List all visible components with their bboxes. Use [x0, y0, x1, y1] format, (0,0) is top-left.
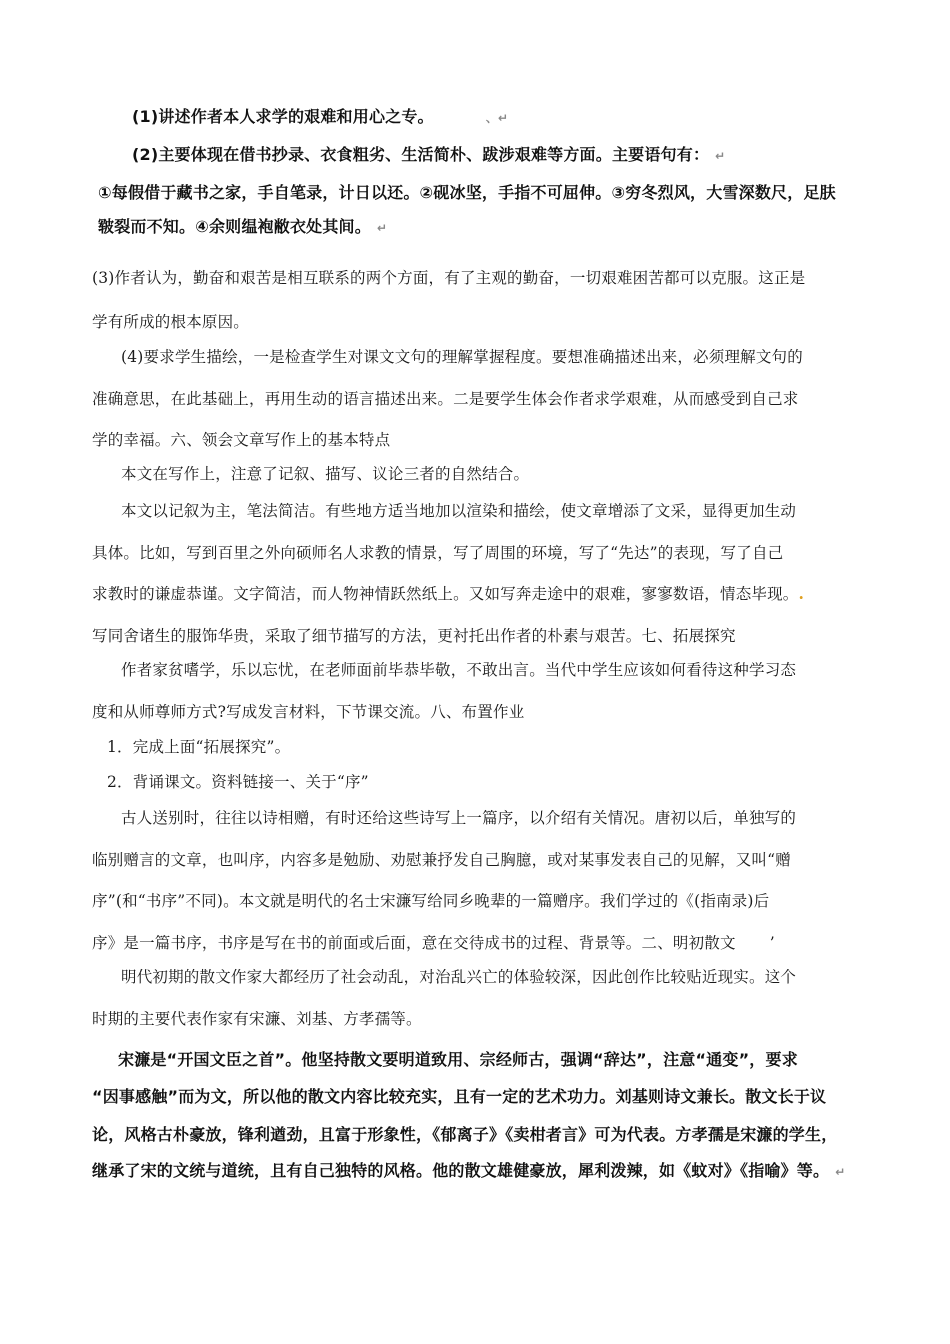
text-line: (3)作者认为，勤奋和艰苦是相互联系的两个方面，有了主观的勤奋，一切艰难困苦都可以克服。这正是 [92, 269, 806, 287]
text-line: 临别赠言的文章，也叫序，内容多是勉励、劝慰兼抒发自己胸臆，或对某事发表自己的见解，又叫“赠 [92, 851, 791, 869]
text-line: 本文以记叙为主，笔法简洁。有些地方适当地加以渲染和描绘，使文章增添了文采，显得更加生动 [121, 502, 797, 520]
text-line: 准确意思，在此基础上，再用生动的语言描述出来。二是要学生体会作者求学艰难，从而感受到自己求 [92, 390, 799, 408]
text-line: 2．背诵课文。资料链接一、关于“序” [107, 773, 369, 791]
text-line: 继承了宋的文统与道统，且有自己独特的风格。他的散文雄健豪放，犀利泼辣，如《蚊对》《指喻》等。 ↵ [92, 1161, 846, 1180]
text-line: 时期的主要代表作家有宋濂、刘基、方孝孺等。 [92, 1010, 422, 1028]
text-line: 度和从师尊师方式?写成发言材料，下节课交流。八、布置作业 [92, 703, 525, 721]
text-line: 学有所成的根本原因。 [92, 313, 250, 331]
text-line: 皲裂而不知。④余则缊袍敝衣处其间。 ↵ [98, 217, 388, 236]
text-line: 具体。比如，写到百里之外向硕师名人求教的情景，写了周围的环境，写了“先达”的表现，写了自己 [92, 544, 784, 562]
text-line: 本文在写作上，注意了记叙、描写、议论三者的自然结合。 [121, 465, 530, 483]
text-line: 明代初期的散文作家大都经历了社会动乱，对治乱兴亡的体验较深，因此创作比较贴近现实。这个 [121, 968, 797, 986]
text-line: 1．完成上面“拓展探究”。 [107, 738, 291, 756]
text-line: “因事感触”而为文，所以他的散文内容比较充实，且有一定的艺术功力。刘基则诗文兼长。散文长于议 [92, 1087, 827, 1106]
text-line: (4)要求学生描绘，一是检查学生对课文文句的理解掌握程度。要想准确描述出来，必须理解文句的 [121, 348, 803, 366]
text-line: 求教时的谦虚恭谨。文字简洁，而人物神情跃然纸上。又如写奔走途中的艰难，寥寥数语，情态毕现。. [92, 584, 805, 603]
text-line: 宋濂是“开国文臣之首”。他坚持散文要明道致用、宗经师古，强调“辞达”，注意“通变”，要求 [118, 1050, 798, 1069]
text-line: 写同舍诸生的服饰华贵，采取了细节描写的方法，更衬托出作者的朴素与艰苦。七、拓展探究 [92, 627, 736, 645]
text-line: 作者家贫嗜学，乐以忘忧，在老师面前毕恭毕敬，不敢出言。当代中学生应该如何看待这种学习态 [121, 661, 797, 679]
text-line: (2)主要体现在借书抄录、衣食粗劣、生活简朴、跋涉艰难等方面。主要语句有： ↵ [132, 145, 726, 164]
text-line: 古人送别时，往往以诗相赠，有时还给这些诗写上一篇序，以介绍有关情况。唐初以后，单独写的 [121, 809, 797, 827]
text-line: 论，风格古朴豪放，锋利遒劲，且富于形象性，《郁离子》《卖柑者言》可为代表。方孝孺是宋濂的学生， [92, 1125, 838, 1144]
text-line: 序》是一篇书序，书序是写在书的前面或后面，意在交待成书的过程、背景等。二、明初散文 ’ [92, 934, 775, 952]
text-line: ①每假借于藏书之家，手自笔录，计日以还。②砚冰坚，手指不可屈伸。③穷冬烈风，大雪深数尺，足肤 [98, 183, 836, 202]
text-line: 学的幸福。六、领会文章写作上的基本特点 [92, 431, 391, 449]
text-line: (1)讲述作者本人求学的艰难和用心之专。 、↵ [132, 107, 509, 126]
text-line: 序”(和“书序”不同)。本文就是明代的名士宋濂写给同乡晚辈的一篇赠序。我们学过的《(指南录)后 [92, 892, 770, 910]
